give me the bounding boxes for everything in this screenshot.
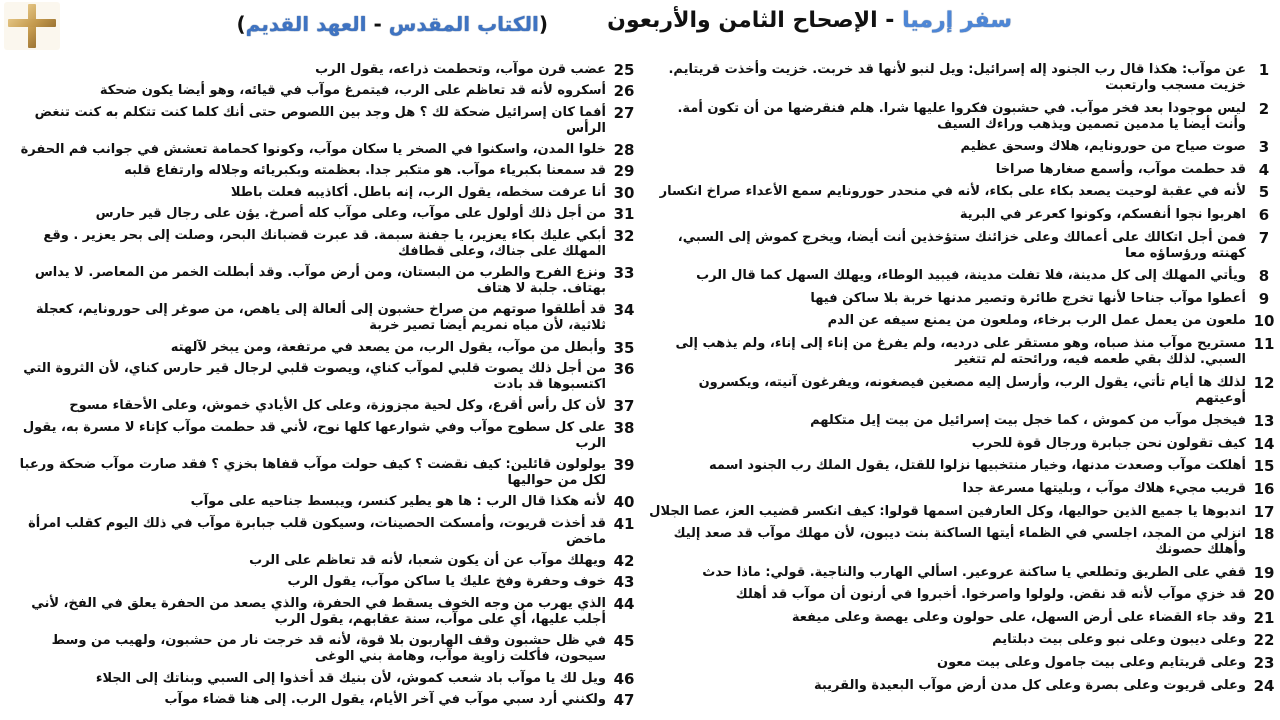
verse-number: 46 (613, 669, 635, 688)
verse-number: 23 (1253, 654, 1275, 673)
verse-row (6, 596, 638, 628)
verse-row (646, 375, 1278, 407)
verse-text: قد حطمت موآب، وأسمع صغارها صراخا (995, 161, 1246, 177)
chapter-name: الإصحاح الثامن والأربعون (607, 8, 878, 33)
verse-number: 26 (613, 82, 635, 101)
verse-number: 38 (613, 418, 635, 437)
verse-text: في ظل حشبون وقف الهاربون بلا قوة، لأنه قد خرجت نار من حشبون، ولهيب من وسط سيحون، فأكلت زاوية موآب، وهامة بني الوغى (51, 633, 606, 665)
verse-row (6, 553, 638, 569)
verse-number: 12 (1253, 373, 1275, 392)
verse-text: قد خزي موآب لأنه قد نقض. ولولوا واصرخوا. أخبروا في أرنون أن موآب قد أهلك (735, 587, 1246, 603)
verse-row (6, 633, 638, 665)
verse-number: 32 (613, 226, 635, 245)
verse-text: ملعون من يعمل عمل الرب برخاء، وملعون من يمنع سيفه عن الدم (827, 313, 1246, 329)
verse-text: لأن كل رأس أقرع، وكل لحية مجزوزة، وعلى كل الأيادي خموش، وعلى الأحقاء مسوح (69, 398, 606, 414)
paren-close: ) (236, 12, 246, 36)
bible-title-separator: - (373, 12, 382, 36)
verse-row (646, 481, 1278, 497)
verse-row (6, 398, 638, 414)
verse-row (646, 268, 1278, 284)
verse-row (6, 163, 638, 179)
bible-title (237, 8, 548, 40)
verse-number: 33 (613, 263, 635, 282)
verse-number: 7 (1258, 228, 1270, 247)
verse-number: 42 (613, 552, 635, 571)
verse-text: عن موآب: هكذا قال رب الجنود إله إسرائيل: ويل لنبو لأنها قد خربت. خزيت وأخذت قريتايم. خزيت مسجب وارتعبت (668, 62, 1246, 93)
verse-text: من أجل ذلك أولول على موآب، وعلى موآب كله أصرخ. يؤن على رجال قير حارس (95, 206, 606, 222)
book-name: سفر إرميا (902, 8, 1012, 33)
verse-text: وعلى قريتايم وعلى بيت جامول وعلى بيت معون (937, 655, 1246, 671)
verse-text: وعلى ديبون وعلى نبو وعلى بيت دبلتايم (992, 632, 1246, 648)
verse-text: خوف وحفرة وفخ عليك يا ساكن موآب، يقول الرب (287, 574, 606, 590)
verse-row (646, 162, 1278, 178)
verse-text: ويل لك يا موآب باد شعب كموش، لأن بنيك قد أخذوا إلى السبي وبناتك إلى الجلاء (95, 670, 606, 686)
verse-number: 14 (1253, 434, 1275, 453)
verse-text: أنا عرفت سخطه، يقول الرب، إنه باطل. أكاذيبه فعلت باطلا (230, 184, 606, 200)
verse-number: 10 (1253, 312, 1275, 331)
verse-text: لأنه في عقبة لوحيت يصعد بكاء على بكاء، لأنه في منحدر حورونايم سمع الأعداء صراخ انكسار (659, 184, 1246, 200)
verse-number: 45 (613, 632, 635, 651)
verse-row (6, 361, 638, 393)
verse-text: لذلك ها أيام تأتي، يقول الرب، وأرسل إليه مصغين فيصغونه، ويفرغون آنيته، ويكسرون أوعيتهم (698, 374, 1246, 406)
verse-text: الذي يهرب من وجه الخوف يسقط في الحفرة، والذي يصعد من الحفرة يعلق في الفخ، لأني أجلب عليها، أي على موآب، سنة عقابهم، يقول الرب (31, 595, 606, 627)
verse-row (646, 336, 1278, 368)
verse-row (646, 62, 1278, 94)
verse-number: 6 (1258, 205, 1270, 224)
verse-row (646, 565, 1278, 581)
verse-row (646, 436, 1278, 452)
logo (4, 2, 60, 50)
verse-number: 24 (1253, 676, 1275, 695)
verse-number: 43 (613, 573, 635, 592)
verse-number: 39 (613, 456, 635, 475)
verse-text: انزلي من المجد، اجلسي في الظماء أيتها الساكنة بنت ديبون، لأن مهلك موآب قد صعد إليك وأهلك حصونك (673, 526, 1246, 558)
verse-number: 20 (1253, 586, 1275, 605)
paren-open: ( (538, 12, 548, 36)
verse-row (6, 142, 638, 158)
verse-row (6, 340, 638, 356)
verse-text: اهربوا نجوا أنفسكم، وكونوا كعرعر في البرية (959, 206, 1246, 222)
verse-row (646, 504, 1278, 520)
verse-text: وعلى قريوت وعلى بصرة وعلى كل مدن أرض موآب البعيدة والقريبة (813, 677, 1246, 693)
verse-row (6, 420, 638, 452)
verse-row (6, 62, 638, 78)
verse-number: 40 (613, 493, 635, 512)
verse-number: 27 (613, 103, 635, 122)
testament-name: العهد القديم (245, 12, 367, 36)
verse-row (646, 313, 1278, 329)
title-separator: - (885, 8, 895, 33)
verse-text: قريب مجيء هلاك موآب ، وبليتها مسرعة جدا (962, 480, 1246, 496)
verse-text: يولولون قائلين: كيف نقضت ؟ كيف حولت موآب قفاها بخزي ؟ فقد صارت موآب ضحكة ورعبا لكل من حواليها (19, 457, 606, 489)
verse-row (646, 207, 1278, 223)
verse-row (646, 458, 1278, 474)
verse-row (6, 457, 638, 489)
verse-text: خلوا المدن، واسكنوا في الصخر يا سكان موآب، وكونوا كحمامة تعشش في جوانب فم الحفرة (20, 142, 606, 158)
verse-row (646, 184, 1278, 200)
verse-number: 16 (1253, 479, 1275, 498)
verse-row (6, 692, 638, 708)
verse-row (646, 678, 1278, 694)
verse-text: أبكي عليك بكاء يعزير، يا جفنة سبمة. قد عبرت قضبانك البحر، وصلت إلى بحر يعزير . وقع المهلك على جناك، وعلى قطافك (43, 227, 606, 259)
verse-text: ليس موجودا بعد فخر موآب. في حشبون فكروا عليها شرا. هلم فنقرضها من أن تكون أمة. وأنت أيضا يا مدمين تصمين ويذهب وراءك السيف (677, 100, 1246, 132)
verse-number: 1 (1258, 61, 1270, 79)
verse-number: 35 (613, 338, 635, 357)
verse-number: 31 (613, 205, 635, 224)
verse-number: 15 (1253, 457, 1275, 476)
verse-row (6, 574, 638, 590)
verse-text: فيخجل موآب من كموش ، كما خجل بيت إسرائيل من بيت إيل متكلهم (810, 413, 1246, 429)
verse-row (646, 632, 1278, 648)
verse-row (6, 302, 638, 334)
verse-text: عضب قرن موآب، وتحطمت ذراعه، يقول الرب (315, 62, 606, 77)
verse-text: وأبطل من موآب، يقول الرب، من يصعد في مرتفعة، ومن يبخر لآلهته (170, 339, 606, 355)
verse-row (646, 610, 1278, 626)
chapter-title (607, 4, 1012, 38)
verse-text: لأنه هكذا قال الرب : ها هو يطير كنسر، ويبسط جناحيه على موآب (190, 494, 606, 510)
verse-text: من أجل ذلك يصوت قلبي لموآب كناي، ويصوت قلبي لرجال قير حارس كناي، لأن الثروة التي اكتسبوها قد بادت (23, 360, 606, 392)
verse-number: 25 (613, 61, 635, 79)
verse-number: 30 (613, 183, 635, 202)
verse-row (646, 139, 1278, 155)
verse-number: 18 (1253, 525, 1275, 544)
bible-name: الكتاب المقدس (388, 12, 539, 36)
verse-row (6, 516, 638, 548)
verse-text: كيف تقولون نحن جبابرة ورجال قوة للحرب (971, 435, 1246, 451)
verse-text: فمن أجل اتكالك على أعمالك وعلى خزائنك ستؤخذين أنت أيضا، ويخرج كموش إلى السبي، كهنته ورؤساؤه معا (677, 229, 1246, 261)
verse-row (6, 83, 638, 99)
verse-text: قد أخذت قريوت، وأمسكت الحصينات، وسيكون قلب جبابرة موآب في ذلك اليوم كقلب امرأة ماخض (28, 515, 606, 547)
cross-icon-bar (8, 19, 56, 27)
verse-row (6, 494, 638, 510)
verse-number: 44 (613, 594, 635, 613)
verse-number: 36 (613, 359, 635, 378)
verse-text: قفي على الطريق وتطلعي يا ساكنة عروعير. اسألي الهارب والناجية. قولي: ماذا حدث (702, 564, 1246, 580)
verse-text: ويهلك موآب عن أن يكون شعبا، لأنه قد تعاظم على الرب (249, 553, 606, 569)
verse-text: قد أطلقوا صوتهم من صراخ حشبون إلى ألعالة إلى ياهص، من صوغر إلى حورونايم، كعجلة ثلاثية، لأن مياه نمريم أيضا تصير خربة (35, 302, 606, 334)
verse-row (646, 526, 1278, 558)
verse-text: أفما كان إسرائيل ضحكة لك ؟ هل وجد بين اللصوص حتى أنك كلما كنت تتكلم به كنت تنغض الرأس (34, 104, 606, 136)
verse-number: 47 (613, 690, 635, 709)
verse-text: أسكروه لأنه قد تعاظم على الرب، فيتمرغ موآب في قيائه، وهو أيضا يكون ضحكة (99, 83, 606, 99)
verse-number: 8 (1258, 267, 1270, 286)
verse-number: 28 (613, 141, 635, 160)
verse-row (646, 291, 1278, 307)
verse-number: 34 (613, 301, 635, 320)
verse-number: 3 (1258, 138, 1270, 157)
verse-number: 17 (1253, 502, 1275, 521)
verse-number: 41 (613, 514, 635, 533)
verse-row (6, 206, 638, 222)
verse-row (6, 228, 638, 260)
verse-text: مستريح موآب منذ صباه، وهو مستقر على درديه، ولم يفرغ من إناء إلى إناء، ولم يذهب إلى السبي. لذلك بقي طعمه فيه، ورائحته لم تتغير (675, 335, 1246, 367)
verse-number: 37 (613, 397, 635, 416)
verse-row (646, 413, 1278, 429)
verse-number: 5 (1258, 183, 1270, 202)
verse-text: أعطوا موآب جناحا لأنها تخرج طائرة وتصير مدنها خربة بلا ساكن فيها (810, 290, 1246, 306)
verse-number: 29 (613, 162, 635, 181)
verse-number: 13 (1253, 412, 1275, 431)
verse-row (6, 185, 638, 201)
verse-number: 19 (1253, 563, 1275, 582)
verse-row (646, 655, 1278, 671)
verse-column-right (646, 62, 1278, 694)
verse-text: قد سمعنا بكبرياء موآب. هو متكبر جدا. بعظمته وبكبريائه وجلاله وارتفاع قلبه (124, 163, 606, 179)
verse-text: على كل سطوح موآب وفي شوارعها كلها نوح، لأني قد حطمت موآب كإناء لا مسرة به، يقول الرب (22, 419, 606, 451)
verse-number: 2 (1258, 99, 1270, 118)
verse-text: أهلكت موآب وصعدت مدنها، وخيار منتخبيها نزلوا للقتل، يقول الملك رب الجنود اسمه (709, 458, 1246, 474)
verse-row (646, 230, 1278, 262)
verse-text: ولكنني أرد سبي موآب في آخر الأيام، يقول الرب. إلى هنا قضاء موآب (164, 691, 606, 707)
verse-row (646, 101, 1278, 133)
verse-number: 9 (1258, 289, 1270, 308)
verse-column-left (6, 62, 638, 708)
verse-text: اندبوها يا جميع الذين حواليها، وكل العارفين اسمها قولوا: كيف انكسر قضيب العز، عصا الجلال (649, 503, 1246, 519)
verse-text: وقد جاء القضاء على أرض السهل، على حولون وعلى يهصة وعلى ميفعة (791, 609, 1246, 625)
verse-number: 4 (1258, 160, 1270, 179)
verse-text: ويأتي المهلك إلى كل مدينة، فلا تفلت مدينة، فيبيد الوطاء، ويهلك السهل كما قال الرب (696, 268, 1246, 284)
verse-number: 21 (1253, 608, 1275, 627)
verse-text: ونزع الفرح والطرب من البستان، ومن أرض موآب. وقد أبطلت الخمر من المعاصر. لا يداس بهتاف. جلبة لا هتاف (34, 264, 606, 296)
verse-row (6, 265, 638, 297)
verse-number: 11 (1253, 334, 1275, 353)
verse-row (6, 671, 638, 687)
verse-row (6, 105, 638, 137)
verse-text: صوت صياح من حورونايم، هلاك وسحق عظيم (960, 139, 1246, 155)
verse-row (646, 587, 1278, 603)
verse-number: 22 (1253, 631, 1275, 650)
